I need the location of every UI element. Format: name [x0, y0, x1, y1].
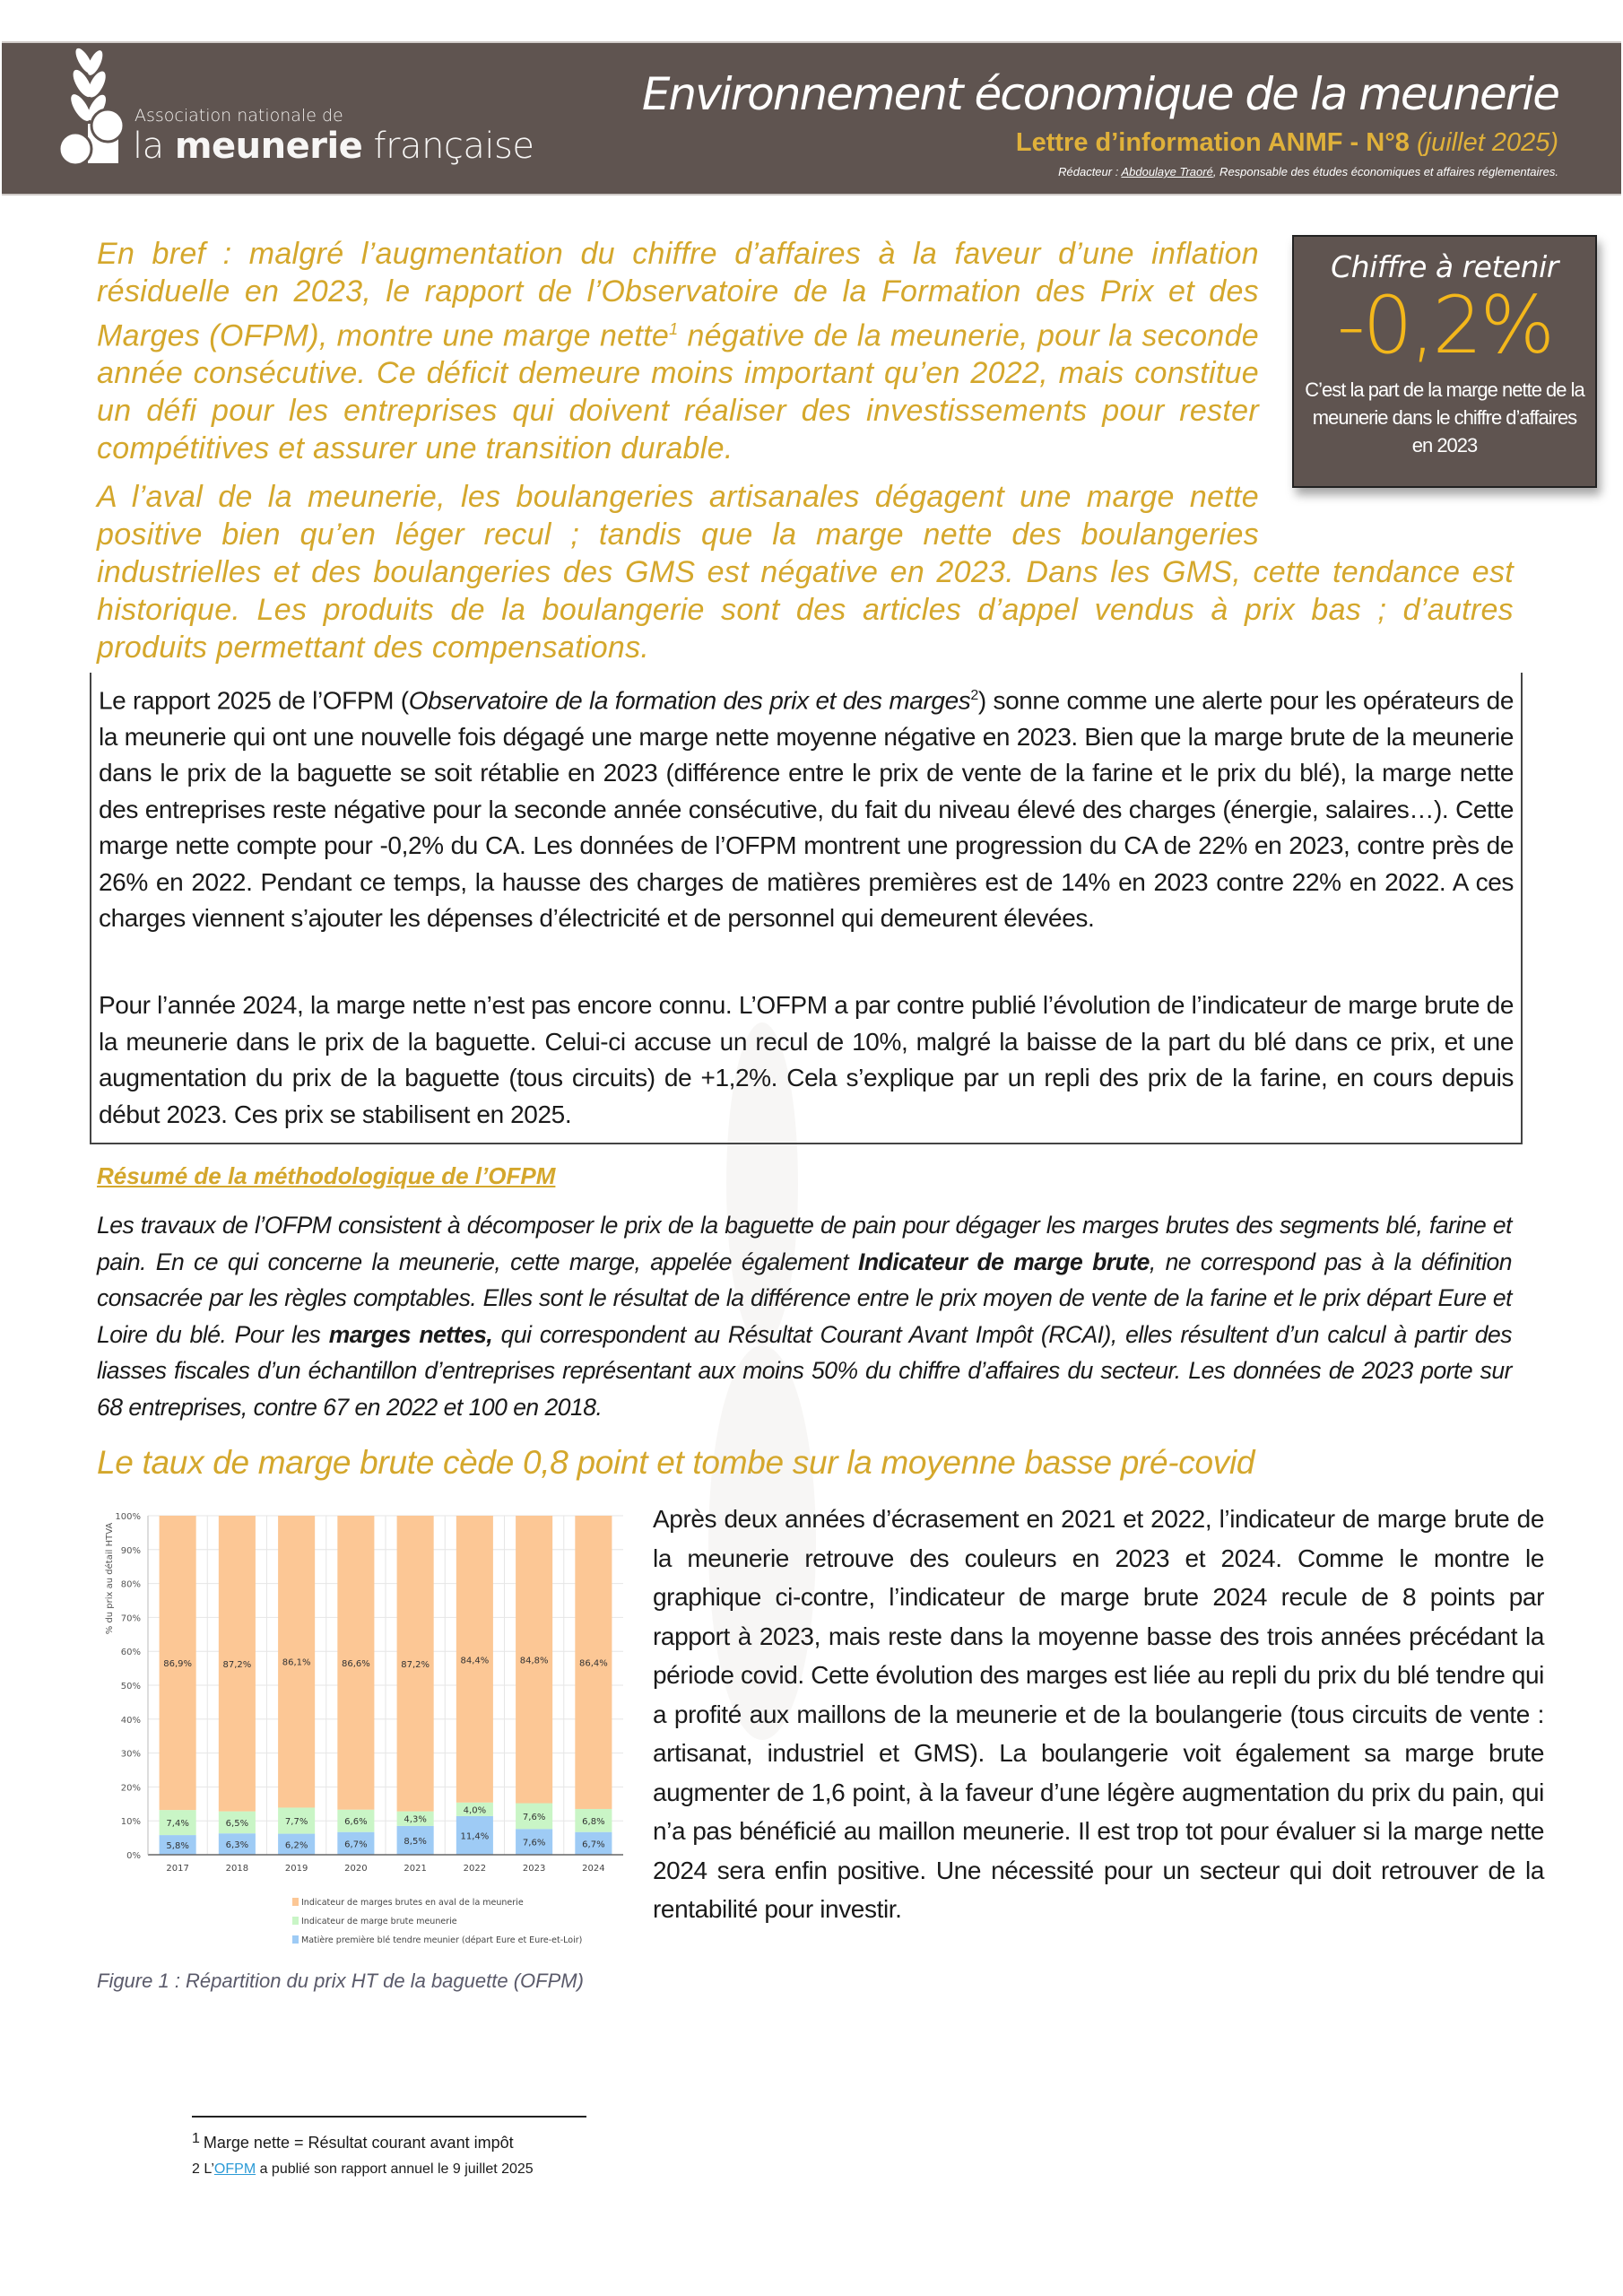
methodology-title: Résumé de la méthodologique de l’OFPM — [97, 1162, 556, 1189]
footnote-1: $^1$ Marge nette = Résultat courant avant impôt — [192, 2131, 514, 2152]
data-label: 6,7% — [344, 1839, 368, 1850]
data-label: 86,6% — [341, 1659, 370, 1670]
baguette-price-chart — [90, 1498, 628, 1964]
ofpm-link[interactable]: OFPM — [213, 2161, 256, 2177]
logo-name: la meunerie française — [133, 126, 534, 167]
y-tick-label: 10% — [120, 1817, 141, 1828]
legend-swatch — [292, 1898, 299, 1906]
x-tick-label: 2023 — [522, 1864, 546, 1874]
legend-label: Matière première blé tendre meunier (départ Eure et Eure-et-Loir) — [301, 1935, 583, 1945]
stacked-bar-chart — [90, 1498, 628, 1964]
data-label: 87,2% — [222, 1659, 252, 1670]
data-label: 11,4% — [460, 1831, 490, 1842]
section-title: Le taux de marge brute cède 0,8 point et tombe sur la moyenne basse pré-covid — [97, 1444, 1255, 1481]
data-label: 87,2% — [401, 1659, 430, 1670]
y-tick-label: 80% — [120, 1579, 141, 1590]
x-tick-label: 2017 — [166, 1864, 189, 1874]
methodology-paragraph: Les travaux de l’OFPM consistent à décomposer le prix de la baguette de pain pour dégager les marges brutes des segments blé, farine et pain. En ce qui concerne la meunerie, cette marge, appelée également Indicateur de marge brute, ne correspond pas à la définition consacrée par les règles comptables. Elles sont le résultat de la différence entre le prix moyen de vente de la farine et le prix départ Eure et Loire du blé. Pour les marges nettes, qui correspondent au Résultat Courant Avant Impôt (RCAI), elles résultent d’un calcul à partir des liasses fiscales d’un échantillon d’entreprises représentant aux moins 50% du chiffre d’affaires du secteur. Les données de 2023 porte sur 68 entreprises, contre 67 en 2022 et 100 en 2018. — [97, 1212, 1513, 1421]
footnote-ref-1: 1 — [669, 320, 679, 338]
data-label: 7,6% — [522, 1838, 546, 1848]
y-tick-label: 90% — [120, 1545, 141, 1556]
data-label: 8,5% — [404, 1836, 427, 1847]
anmf-logo — [56, 43, 534, 187]
data-label: 6,2% — [284, 1840, 308, 1851]
data-label: 5,8% — [166, 1841, 189, 1852]
x-tick-label: 2022 — [463, 1864, 487, 1874]
section-body: Après deux années d’écrasement en 2021 et 2022, l’indicateur de marge brute de la meunerie retrouve des couleurs en 2023 et 2024. Comme le montre le graphique ci-contre, l’indicateur de marge brute 2024 recule de 8 points par rapport à 2023, mais reste dans la moyenne basse des trois années précédant la période covid. Cette évolution des marges est liée au repli du prix du blé tendre qui a profité aux maillons de la meunerie et de la boulangerie (tous circuits de vente : artisanat, industriel et GMS). La boulangerie voit également sa marge brute augmenter de 1,6 point, à la faveur d’une légère augmentation du prix du pain, qui n’a pas bénéficié au maillon meunerie. Il est trop tot pour évaluer si la marge nette 2024 sera enfin positive. Une nécessité pour un secteur qui doit retrouver de la rentabilité pour investir. — [653, 1505, 1544, 1923]
data-label: 84,4% — [460, 1656, 490, 1666]
x-tick-label: 2021 — [404, 1864, 427, 1874]
y-tick-label: 30% — [120, 1749, 141, 1760]
legend-swatch — [292, 1935, 299, 1944]
key-figure-value: -0,2% — [1336, 279, 1553, 371]
summary-paragraph: En bref : malgré l’augmentation du chiffre d’affaires à la faveur d’une inflation résiduelle en 2023, le rapport de l’Observatoire de la Formation des Prix et des Marges (OFPM), montre une marge nette$^1$ négative de la meunerie, pour la seconde année consécutive. Ce déficit demeure moins important qu’en 2022, mais constitue un défi pour les entreprises qui doivent réaliser des investissements pour rester compétitives et assurer une transition durable. — [97, 237, 1260, 466]
legend-label: Indicateur de marge brute meunerie — [301, 1917, 457, 1926]
y-axis-title: % du prix au détail HTVA — [105, 1522, 115, 1635]
x-tick-label: 2020 — [344, 1864, 368, 1874]
legend-swatch — [292, 1917, 299, 1925]
data-label: 6,8% — [582, 1816, 605, 1827]
data-label: 7,7% — [284, 1817, 308, 1828]
data-label: 7,4% — [166, 1819, 189, 1830]
key-figure-description: C’est la part de la marge nette de la meunerie dans le chiffre d’affaires en 2023 — [1305, 378, 1584, 457]
paragraph-ofpm-report: Le rapport 2025 de l’OFPM (Observatoire de la formation des prix et des marges$^2$) sonne comme une alerte pour les opérateurs de la meunerie qui ont une nouvelle fois dégagé une marge nette moyenne négative en 2023. Bien que la marge brute de la meunerie dans le prix de la baguette se soit rétablie en 2023 (différence entre le prix de vente de la farine et le prix du blé), la marge nette des entreprises reste négative pour la seconde année consécutive, du fait du niveau élevé des charges (énergie, salaires…). Cette marge nette compte pour -0,2% du CA. Les données de l’OFPM montrent une progression du CA de 22% en 2023, contre près de 26% en 2022. Pendant ce temps, la hausse des charges de matières premières est de 14% en 2023 contre 22% en 2022. A ces charges viennent s’ajouter les dépenses d’électricité et de personnel qui demeurent élevées. — [99, 686, 1514, 933]
data-label: 86,1% — [282, 1657, 311, 1668]
footnote-ref-2: 2 — [970, 688, 978, 703]
y-tick-label: 20% — [120, 1783, 141, 1794]
y-tick-label: 60% — [120, 1648, 141, 1658]
legend-label: Indicateur de marges brutes en aval de la meunerie — [301, 1898, 524, 1908]
data-label: 4,3% — [404, 1814, 427, 1825]
x-tick-label: 2024 — [582, 1864, 605, 1874]
data-label: 6,5% — [225, 1818, 249, 1829]
y-tick-label: 70% — [120, 1613, 141, 1624]
x-tick-label: 2018 — [225, 1864, 249, 1874]
data-label: 7,6% — [522, 1812, 546, 1822]
data-label: 6,6% — [344, 1817, 368, 1828]
logo-subtitle: Association nationale de — [135, 106, 343, 126]
document-title: Environnement économique de la meunerie — [641, 68, 1558, 120]
x-tick-label: 2019 — [284, 1864, 308, 1874]
y-tick-label: 100% — [115, 1512, 141, 1522]
paragraph-2024: Pour l’année 2024, la marge nette n’est pas encore connu. L’OFPM a par contre publié l’évolution de l’indicateur de marge brute de la meunerie dans le prix de la baguette. Celui-ci accuse un recul de 10%, malgré la baisse de la part du blé dans ce prix, et une augmentation du prix de la baguette (tous circuits) de +1,2%. Cela s’explique par un repli des prix de la farine, en cours depuis début 2023. Ces prix se stabilisent en 2025. — [99, 991, 1514, 1128]
data-label: 84,8% — [519, 1656, 549, 1666]
main-text-box — [90, 673, 1523, 1144]
newsletter-issue: Lettre d’information ANMF - N°8 (juillet 2025) — [1015, 128, 1558, 157]
footnote-divider — [192, 2116, 586, 2118]
author-line: Rédacteur : Abdoulaye Traoré, Responsable des études économiques et affaires réglementaires. — [1058, 165, 1558, 178]
y-tick-label: 0% — [126, 1851, 141, 1861]
key-figure-title: Chiffre à retenir — [1331, 249, 1558, 284]
data-label: 4,0% — [463, 1805, 487, 1816]
data-label: 86,9% — [163, 1658, 193, 1669]
downstream-summary-paragraph: A l’aval de la meunerie, les boulangeries artisanales dégagent une marge nette positive bien qu’en léger recul ; tandis que la marge nette des boulangeries industrielles et des boulangeries des GMS est négative en 2023. Dans les GMS, cette tendance est historique. Les produits de la boulangerie sont des articles d’appel vendus à prix bas ; d’autres produits permettant des compensations. — [97, 480, 1514, 665]
data-label: 6,3% — [225, 1840, 249, 1851]
page-header — [2, 41, 1621, 196]
wheat-logo-icon — [56, 43, 136, 196]
footnote-2: 2 L’OFPM a publié son rapport annuel le 9 juillet 2025 — [192, 2161, 534, 2177]
y-tick-label: 50% — [120, 1682, 141, 1692]
data-label: 6,7% — [582, 1839, 605, 1850]
data-label: 86,4% — [578, 1658, 608, 1669]
author-name: Abdoulaye Traoré — [1121, 165, 1213, 178]
figure-caption: Figure 1 : Répartition du prix HT de la baguette (OFPM) — [97, 1970, 584, 1992]
key-figure-box — [1292, 235, 1597, 488]
y-tick-label: 40% — [120, 1715, 141, 1726]
